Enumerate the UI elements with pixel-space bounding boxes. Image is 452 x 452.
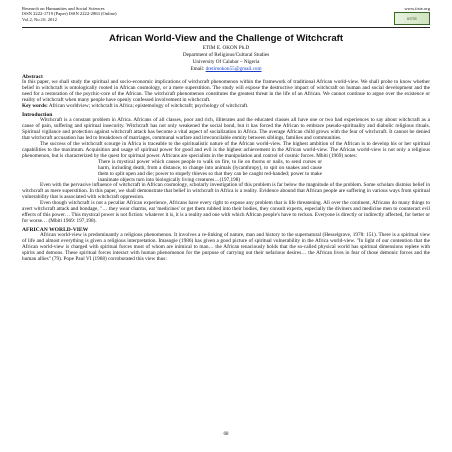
author-name: ETIM E. OKON Ph.D bbox=[202, 45, 250, 52]
email-label: Email: bbox=[190, 66, 206, 73]
iiste-logo-icon bbox=[394, 12, 430, 25]
journal-brand bbox=[394, 6, 430, 25]
intro-paragraph-4: Even though witchcraft is not a peculiar African experience, Africans have every right to expose any problem that is life threatening. All over the continent, Africans do many things to avert witchcraft attack and bondage, "… they wear charms, eat 'medicines' or get them rubbed into their bodies, they consult experts, especially the diviners and medicine men to counteract evil effects of this power… This mystical power is not fiction: whatever it is, it is a reality and one with which African people's have to reckon. Everyone is directly or indirectly affected, for better or for worse… (Mbiti 1969: 197,198). bbox=[22, 200, 430, 225]
intro-paragraph-3: Even with the pervasive influence of witchcraft in African cosmology, scholarly investigation of this problem is far below the magnitude of the problem. Some scholars dismiss belief in witchcraft as mere superstition. In this paper, we shall demonstrate that belief in witchcraft in Africa is a reality. Evidence abound that African people are suffering in various ways from spiritual vulnerability that is associated with witchcraft oppression. bbox=[22, 182, 430, 201]
journal-issn: ISSN 2222-1719 (Paper) ISSN 2222-2863 (Online) bbox=[22, 11, 117, 17]
author-university: University Of Calabar – Nigeria bbox=[192, 59, 260, 66]
page-number: 68 bbox=[223, 432, 229, 437]
author-email-line bbox=[22, 66, 430, 72]
intro-paragraph-1: Witchcraft is a constant problem in Africa. Africans of all classes, poor and rich, illiterates and the educated classes all have one or two bad experiences to say about witchcraft as a cause of pain, suffering and spiritual insecurity. Witchcraft has not only weakened the social bond, but it has forced the African to embrace pseudo-spirituality and diabolic religious rituals. Spiritual vigilance and protection against witchcraft attack has become a vital aspect of socialization in Africa. The average African child grows with the fear of witchcraft. It cannot be denied that witchcraft accusation has led to breakdown of marriages, communal warfare and irreconcilable enmity between siblings, families and communities. bbox=[22, 116, 430, 141]
journal-header bbox=[22, 6, 430, 25]
keywords-line bbox=[22, 104, 430, 110]
journal-volume: Vol.2, No.10, 2012 bbox=[22, 16, 57, 22]
journal-info bbox=[22, 6, 117, 22]
worldview-paragraph-1: African world-view is predominantly a religious phenomenon. It involves a re-linking of nature, man and history to the supernatural (Hesselgrave, 1978: 151). There is a spiritual view of life and almost everything is given a religious interpretation. Imasogie (1986) has given a good picture of spiritual vulnerability in the Africa world-view. "In light of our contention that the African world-view is charged with spiritual forces most of whom are inimical to man… the African tenaciously holds that the so-called physical world has spiritual dimensions replete with spirits and demons. These spiritual forces interact with human phenomenon for the purpose of carrying out their nefarious desires… the African lives in fear of those demonic forces and the human allies" (79). Pope Paul VI (1968) corroborated this view thus: bbox=[22, 232, 430, 262]
keywords-text: African worldview; witchcraft in Africa; epistemology of witchcraft; psychology of witchcraft. bbox=[47, 103, 249, 110]
journal-website[interactable]: www.iiste.org bbox=[404, 6, 430, 11]
mbiti-quote: There is mystical power which causes people to walk on fire, to lie on thorns or nails, to send curses or harm, including death, from a distance, to change into animals (lycanthropy), to spit on snakes and cause them to split open and die; power to stupefy thieves so that they can be caught red-handed; power to make inanimate objects turn into biologically living creatures…(197,198) bbox=[98, 158, 322, 183]
logo-text: IISTE bbox=[406, 16, 417, 22]
journal-name: Research on Humanities and Social Sciences bbox=[22, 6, 105, 11]
introduction-heading: Introduction bbox=[22, 111, 53, 118]
keywords-label: Key words: bbox=[22, 103, 48, 110]
abstract-text: In this paper, we shall study the spiritual and socio-economic implications of witchcraft phenomenon within the framework of traditional African world-view. We shall probe to know whether belief in witchcraft is ontologically rooted in African cosmology, or a mere superstition. The study will expose the destructive impact of witchcraft on human and social development and the need for a restoration of the psychic-core of the African. The witchcraft phenomenon constitutes the greatest threat in the life of an African. We cannot continue to argue over the existence or reality of witchcraft when many people have openly confessed involvement in witchcraft. bbox=[22, 79, 430, 104]
abstract-heading: Abstract bbox=[22, 73, 43, 80]
author-department: Department of Religious/Cultural Studies bbox=[182, 52, 270, 59]
header-divider bbox=[22, 27, 430, 28]
worldview-heading: AFRICAN WORLD-VIEW bbox=[22, 226, 89, 233]
article-title: African World-View and the Challenge of Witchcraft bbox=[108, 33, 344, 45]
intro-paragraph-2: The success of the witchcraft scourge in Africa is traceable to the spiritualistic nature of the African world-view. The highest ambition of the African is to develop his or her spiritual capabilities to the maximum. Acquisition and usage of spiritual power for good and evil is the highest achievement in the African world-view. The African world-view is not only a religious phenomenon, but is characterized by the quest for spiritual power. Africans are specialists in the manipulation and control of cosmic forces. Mbiti (1969) notes: bbox=[22, 140, 430, 159]
author-email-link[interactable]: dretimokon55@gmail.com bbox=[205, 66, 262, 73]
